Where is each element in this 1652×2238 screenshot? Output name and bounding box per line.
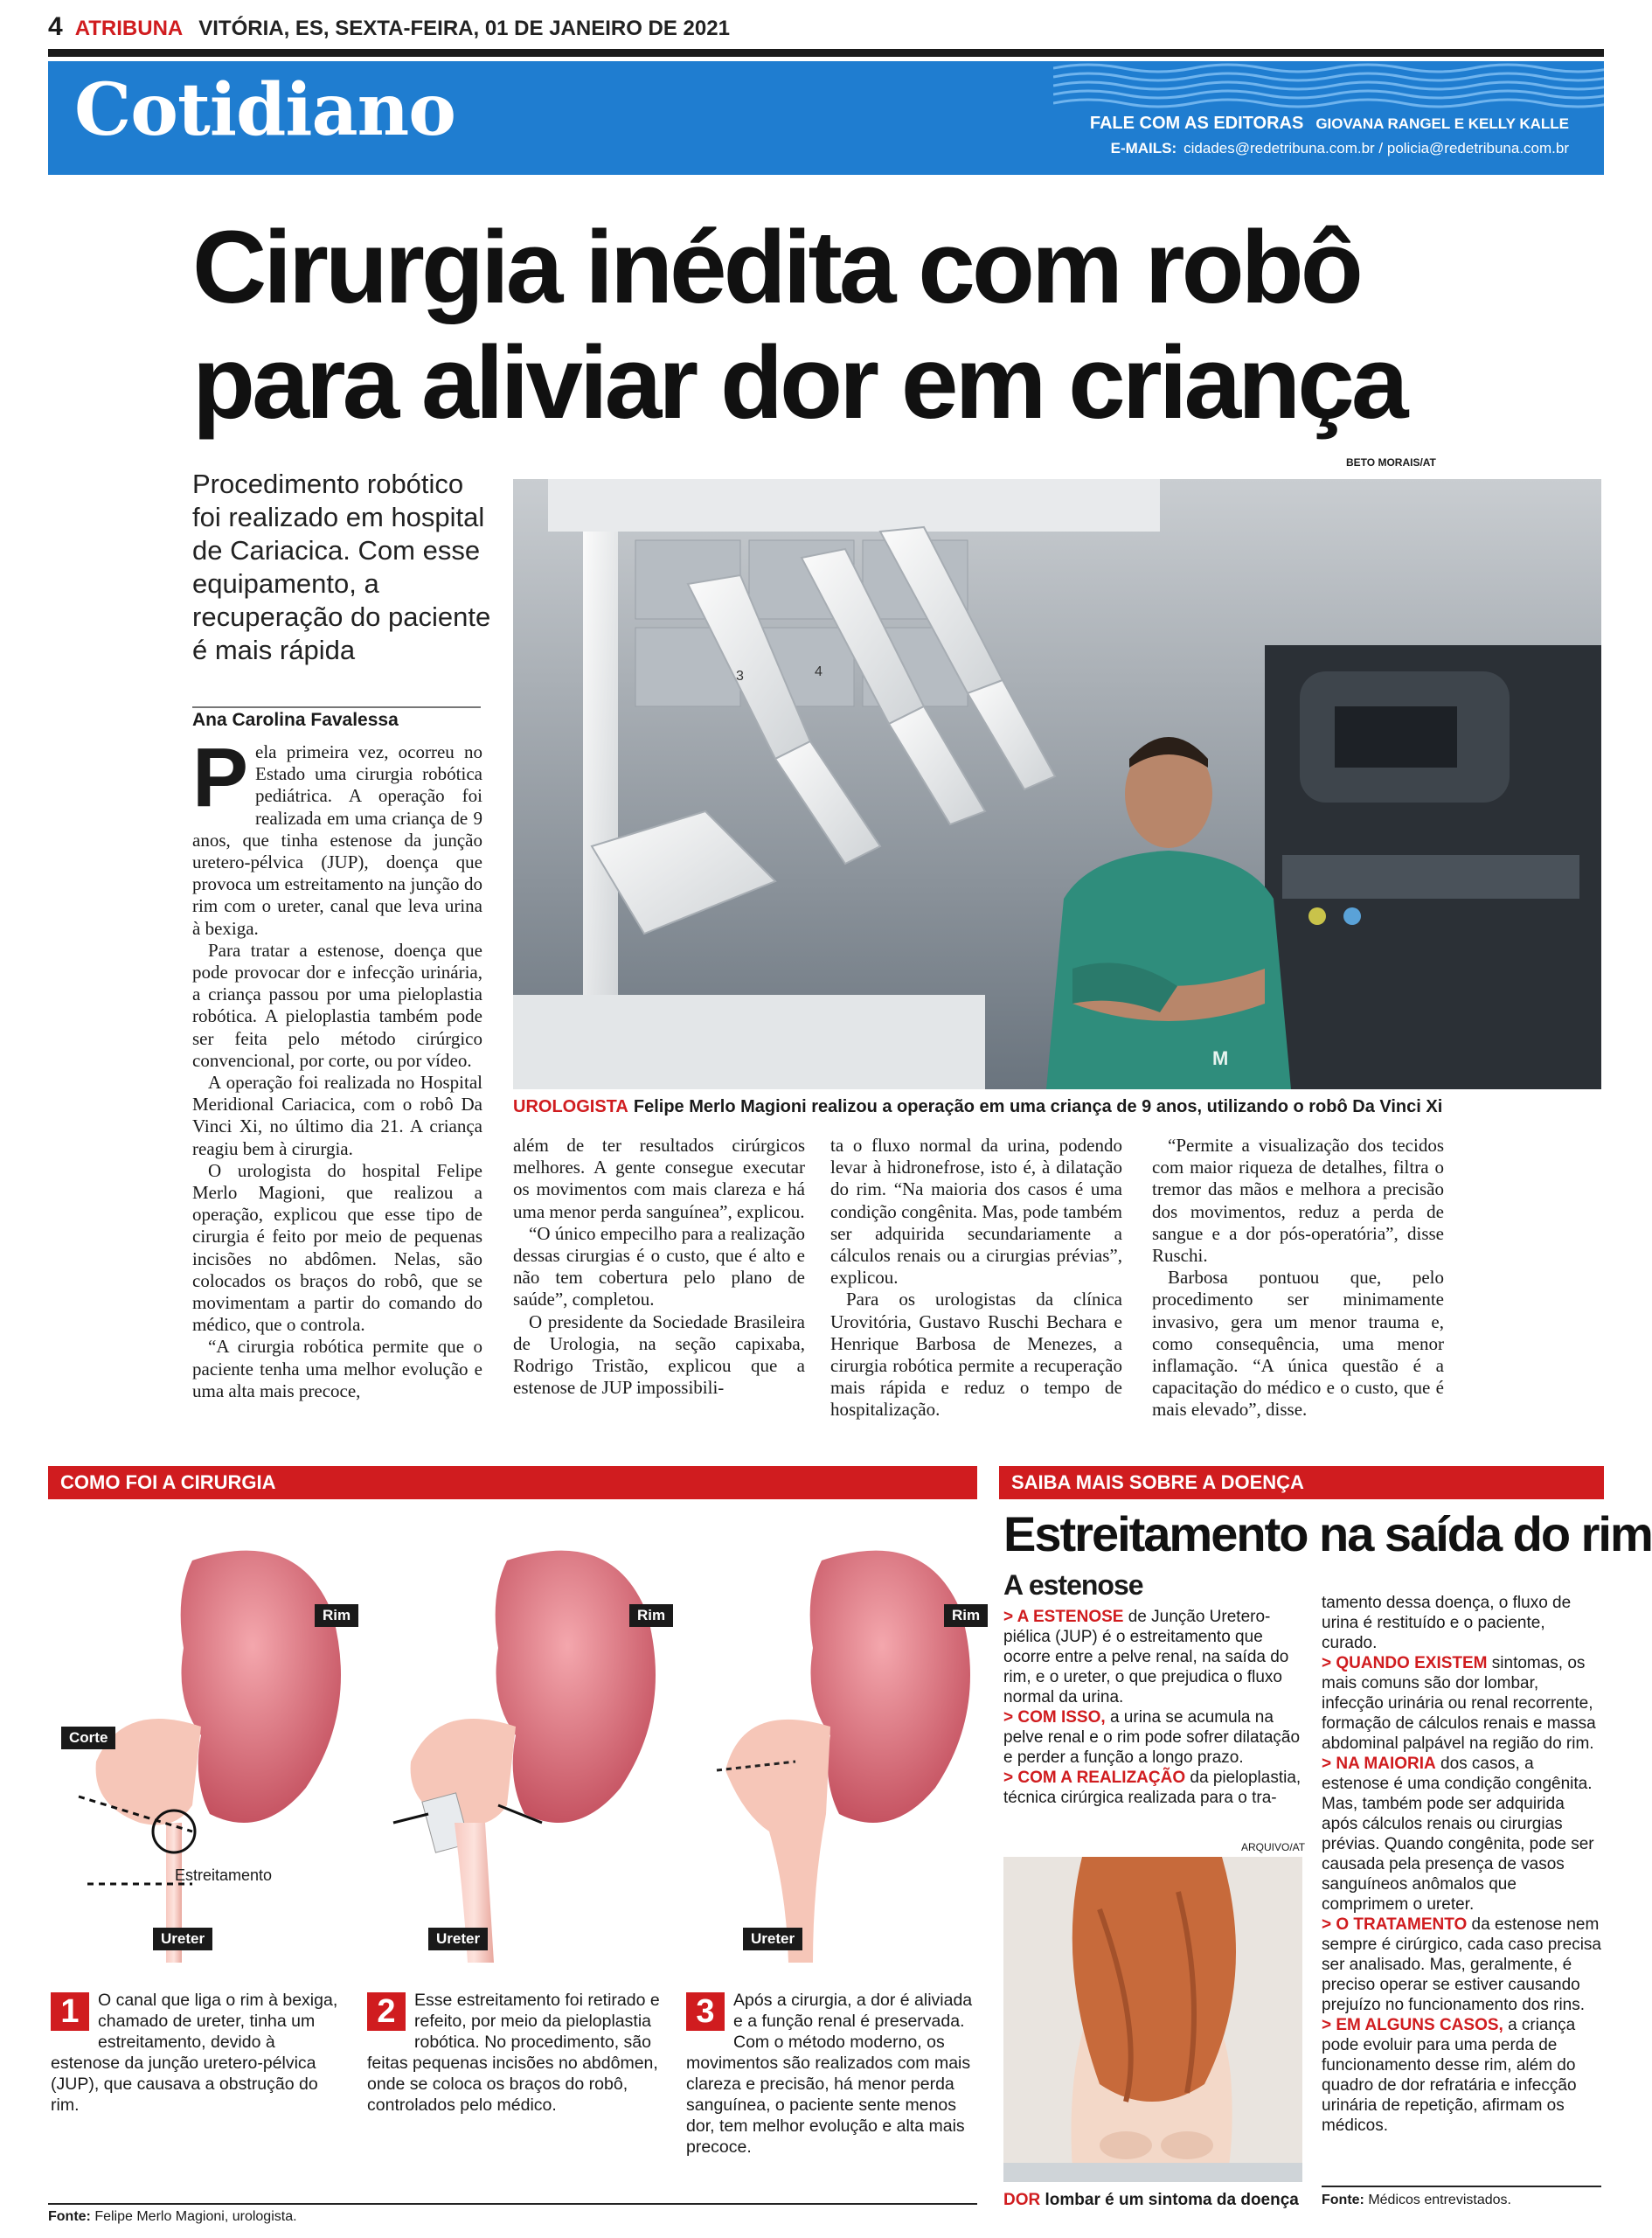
bullet-item: > A ESTENOSE de Junção Uretero-piélica (JUP) é o estreitamento que ocorre entre a pelve renal, na saída do rim, e o ureter, o que prejudica o fluxo normal da urina. [1003,1608,1289,1706]
label-kidney: Rim [944,1604,988,1627]
kidney-surgery-illustration [376,1508,682,1963]
paragraph: ela primeira vez, ocorreu no Estado uma cirurgia robótica pediátrica. A operação foi realizada em uma criança de 9 anos, que tinha estenose da junção uretero-pélvica (JUP), doença que provoca um estreitamento na junção do rim com o ureter, canal que leva urina à bexiga. [192,741,482,939]
emails-label: E-MAILS: [1110,140,1177,156]
step-number: 2 [367,1992,406,2031]
byline: Ana Carolina Favalessa [192,710,399,730]
emails-value[interactable]: cidades@redetribuna.com.br / policia@redetribuna.com.br [1183,140,1569,156]
caption-text: Felipe Merlo Magioni realizou a operação em uma criança de 9 anos, utilizando o robô Da Vinci Xi [633,1097,1443,1116]
woman-back-pain-illustration [1003,1857,1302,2182]
disease-bullets-right [1322,1593,1603,2136]
back-pain-photo [1003,1857,1302,2182]
source-rule [48,2203,977,2205]
label-kidney: Rim [315,1604,358,1627]
drop-cap: P [192,731,249,824]
source-rule [1322,2186,1601,2187]
brand-name: ATRIBUNA [74,17,184,40]
editors-line [1090,114,1569,134]
paragraph: Para tratar a estenose, doença que pode provocar dor e infecção urinária, a criança passou por uma pieloplastia robótica. A pieloplastia também pode ser feita pelo método cirúrgico convencional, por corte, ou por vídeo. [192,939,482,1071]
label-kidney: Rim [629,1604,673,1627]
bullet-item: > QUANDO EXISTEM sintomas, os mais comuns são dor lombar, infecção urinária ou renal recorrente, formação de cálculos renais e massa abdominal palpável na região do rim. [1322,1654,1596,1753]
source-label: Fonte: [1322,2193,1364,2207]
headline-line-1: Cirurgia inédita com robô [192,210,1360,325]
surgeon-robot-illustration [513,479,1601,1089]
paragraph: além de ter resultados cirúrgicos melhores. A gente consegue executar os movimentos com mais clareza e há uma menor perda sanguínea”, explicou. [513,1135,805,1222]
section-banner [48,61,1604,175]
label-cut: Corte [61,1727,115,1749]
step-3 [686,1990,983,2158]
scrubs-logo: M [1212,1047,1229,1069]
paragraph: A operação foi realizada no Hospital Meridional Cariacica, com o robô Da Vinci Xi, no último dia 21. A criança reagiu bem à cirurgia. [192,1072,482,1159]
paragraph: Barbosa pontuou que, pelo procedimento ser minimamente invasivo, gera um menor trauma e, como consequência, uma menor inflamação. “A única questão é a capacitação do médico e o custo, que é mais elevado”, disse. [1152,1267,1444,1421]
paragraph: ta o fluxo normal da urina, podendo levar à hidronefrose, isto é, à dilatação do rim. “Na maioria dos casos é uma condição congênita. Mas, pode também ser adquirida secundariamente a cálculos renais ou a cirurgias prévias”, explicou. [830,1135,1122,1289]
step-2 [367,1990,664,2116]
article-column-2 [513,1135,805,1399]
source-note [48,2209,297,2225]
kidney-healed-illustration [691,1508,996,1963]
section-title: Cotidiano [74,68,455,152]
bullet-item: > NA MAIORIA dos casos, a estenose é uma condição congênita. Mas, também pode ser adquirida após cálculos renais ou cirurgias prévias. Quando congênita, pode ser causada pela presença de vasos sanguíneos anômalos que comprimem o ureter. [1322,1755,1594,1914]
source-text: Felipe Merlo Magioni, urologista. [94,2209,297,2224]
article-column-4 [1152,1135,1444,1421]
emails-line [1111,140,1569,157]
label-ureter: Ureter [743,1928,802,1950]
pain-photo-caption: DOR lombar é um sintoma da doença [1003,2191,1299,2209]
photo-credit: BETO MORAIS/AT [1346,456,1436,469]
bullet-item: > COM A REALIZAÇÃO da pieloplastia, técnica cirúrgica realizada para o tra- [1003,1769,1301,1807]
headline [192,210,1503,441]
masthead-line [48,12,730,42]
paragraph: “O único empecilho para a realização dessas cirurgias é o custo, que é alto e não tem cobertura pelo plano de saúde”, completou. [513,1222,805,1310]
main-photo [513,479,1601,1089]
disease-heading: Estreitamento na saída do rim [1003,1506,1652,1561]
paragraph: O urologista do hospital Felipe Merlo Magioni, que realizou a operação, explicou que esse tipo de cirurgia é feito por meio de pequenas incisões no abdômen. Nelas, são colocados os braços do robô, que se movimentam a partir do comando do médico, que o controla. [192,1159,482,1336]
how-box-title: COMO FOI A CIRURGIA [48,1466,977,1499]
step-number: 1 [51,1992,89,2031]
byline-rule [192,706,481,708]
kidney-figure-1 [61,1508,367,1963]
bullet-continuation: tamento dessa doença, o fluxo de urina é restituído e o paciente, curado. [1322,1594,1572,1652]
disease-box-title: SAIBA MAIS SOBRE A DOENÇA [999,1466,1604,1499]
paragraph: “Permite a visualização dos tecidos com maior riqueza de detalhes, filtra o tremor das mãos e melhora a precisão dos movimentos, reduz a perda de sangue e a dor pós-operatória”, disse Ruschi. [1152,1135,1444,1267]
step-text: Após a cirurgia, a dor é aliviada e a função renal é preservada. Com o método moderno, os movimentos são realizados com mais clareza e precisão, há menor perda sanguínea, o paciente sente menos dor, tem melhor evolução e alta mais precoce. [686,1991,973,2157]
label-ureter: Ureter [153,1928,212,1950]
bullet-item: > O TRATAMENTO da estenose nem sempre é cirúrgico, cada caso precisa ser analisado. Mas, geralmente, é preciso operar se estiver causando prejuízo no funcionamento dos rins. [1322,1915,1601,2014]
headline-line-2: para aliviar dor em criança [192,325,1406,441]
step-text: Esse estreitamento foi retirado e refeito, por meio da pieloplastia robótica. No procedimento, são feitas pequenas incisões no abdômen, onde se coloca os braços do robô, controlados pelo médico. [367,1991,660,2115]
wave-decoration-icon [1053,61,1604,114]
photo-caption [513,1097,1601,1117]
label-narrowing: Estreitamento [175,1866,273,1884]
arm-label: 4 [815,664,823,679]
masthead-rule [48,49,1604,57]
pain-photo-credit: ARQUIVO/AT [1241,1841,1306,1853]
page-number: 4 [48,12,63,41]
source-note [1322,2193,1511,2208]
paragraph: O presidente da Sociedade Brasileira de Urologia, na seção capixaba, Rodrigo Tristão, explicou que a estenose de JUP impossibili- [513,1310,805,1399]
subheadline: Procedimento robótico foi realizado em hospital de Cariacica. Com esse equipamento, a recuperação do paciente é mais rápida [192,469,491,665]
kidney-figure-2 [376,1508,682,1963]
source-text: Médicos entrevistados. [1368,2193,1511,2207]
bullet-item: > EM ALGUNS CASOS, a criança pode evoluir para uma perda de funcionamento desse rim, além do quadro de dor refratária e infecção urinária de repetição, afirmam os médicos. [1322,2016,1577,2135]
disease-bullets-left [1003,1607,1305,1808]
article-column-1 [192,731,482,1402]
editors-label: FALE COM AS EDITORAS [1089,114,1304,133]
editors-names: GIOVANA RANGEL E KELLY KALLE [1315,115,1569,132]
kidney-figure-3 [691,1508,996,1963]
paragraph: “A cirurgia robótica permite que o paciente tenha uma melhor evolução e uma alta mais precoce, [192,1336,482,1401]
label-ureter: Ureter [428,1928,488,1950]
step-text: O canal que liga o rim à bexiga, chamado de ureter, tinha um estreitamento, devido à estenose da junção uretero-pélvica (JUP), que causava a obstrução do rim. [51,1991,338,2115]
article-column-3 [830,1135,1122,1421]
step-1 [51,1990,348,2116]
dateline: VITÓRIA, ES, SEXTA-FEIRA, 01 DE JANEIRO DE 2021 [198,17,730,40]
source-label: Fonte: [48,2209,91,2224]
step-number: 3 [686,1992,725,2031]
arm-label: 3 [736,669,744,684]
bullet-item: > COM ISSO, a urina se acumula na pelve renal e o rim pode sofrer dilatação e perder a função a longo prazo. [1003,1708,1301,1767]
paragraph: Para os urologistas da clínica Urovitória, Gustavo Ruschi Bechara e Henrique Barbosa de Menezes, a cirurgia robótica permite a recuperação mais rápida e reduz o tempo de hospitalização. [830,1289,1122,1421]
disease-subheading: A estenose [1003,1569,1143,1601]
caption-kicker: UROLOGISTA [513,1097,628,1116]
